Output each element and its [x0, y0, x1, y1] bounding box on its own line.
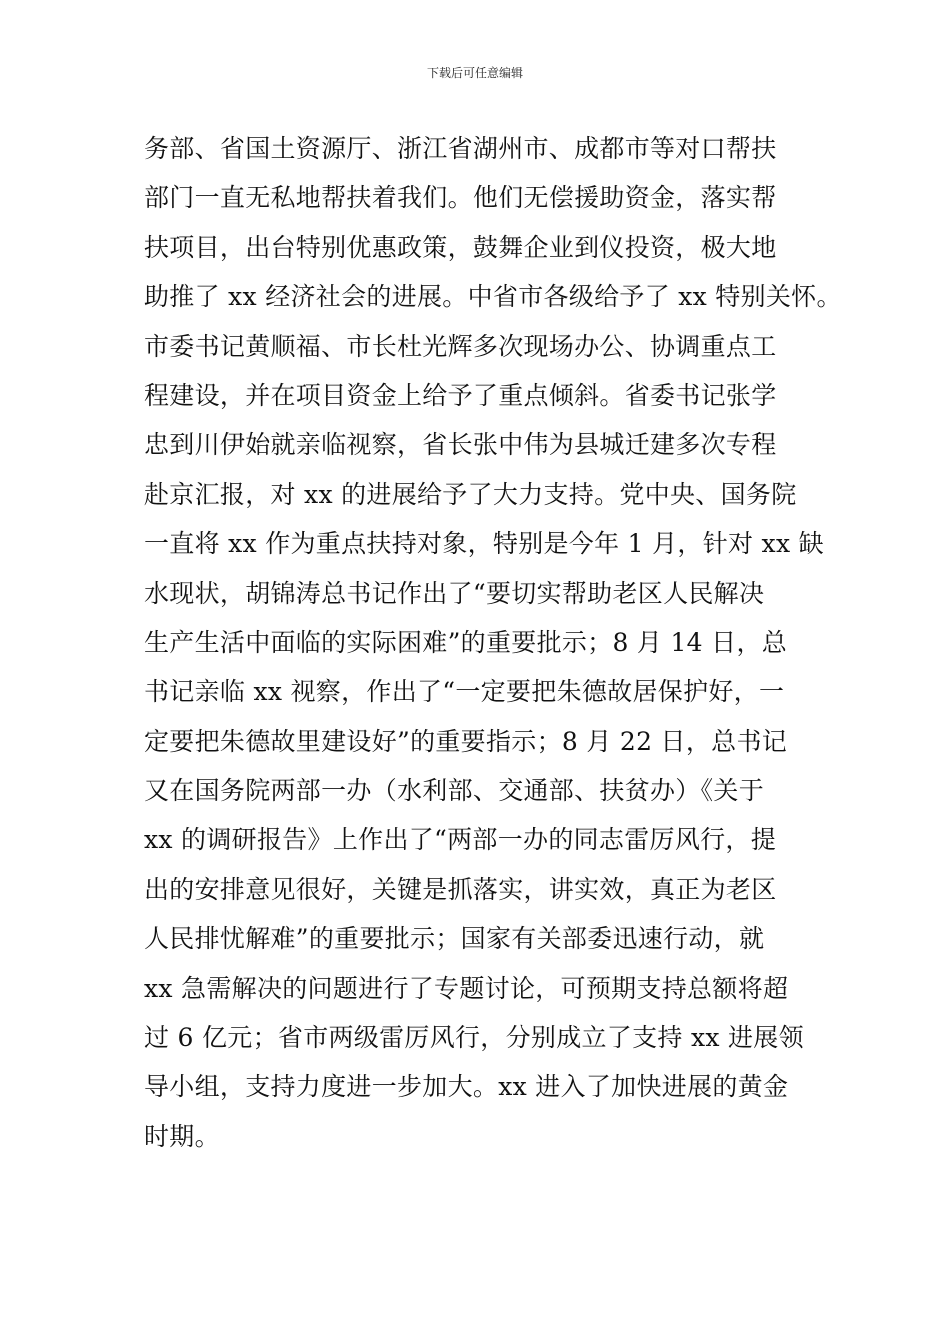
text-line: 忠到川伊始就亲临视察，省长张中伟为县城迁建多次专程: [144, 430, 777, 460]
text-line: 一直将 xx 作为重点扶持对象，特别是今年 1 月，针对 xx 缺: [144, 529, 824, 559]
text-line: 书记亲临 xx 视察，作出了“一定要把朱德故居保护好，一: [144, 677, 785, 707]
text-line: 过 6 亿元；省市两级雷厉风行，分别成立了支持 xx 进展领: [144, 1023, 804, 1053]
text-line: 定要把朱德故里建设好”的重要指示；8 月 22 日，总书记: [144, 726, 788, 756]
text-line: 生产生活中面临的实际困难”的重要批示；8 月 14 日，总: [144, 627, 788, 657]
text-line: xx 急需解决的问题进行了专题讨论，可预期支持总额将超: [144, 973, 789, 1003]
text-line: 人民排忧解难”的重要批示；国家有关部委迅速行动，就: [144, 924, 765, 954]
header-note: 下载后可任意编辑: [426, 66, 523, 80]
text-line: 时期。: [144, 1121, 220, 1151]
text-line: 扶项目，出台特别优惠政策，鼓舞企业到仪投资，极大地: [144, 232, 777, 262]
text-line: xx 的调研报告》上作出了“两部一办的同志雷厉风行，提: [144, 825, 777, 855]
text-line: 水现状，胡锦涛总书记作出了“要切实帮助老区人民解决: [144, 578, 765, 608]
text-line: 助推了 xx 经济社会的进展。中省市各级给予了 xx 特别关怀。: [144, 282, 842, 312]
text-line: 赴京汇报，对 xx 的进展给予了大力支持。党中央、国务院: [144, 479, 797, 509]
text-line: 部门一直无私地帮扶着我们。他们无偿援助资金，落实帮: [144, 183, 777, 213]
text-line: 程建设，并在项目资金上给予了重点倾斜。省委书记张学: [144, 380, 777, 410]
body-paragraph: [144, 124, 842, 1161]
text-line: 务部、省国土资源厅、浙江省湖州市、成都市等对口帮扶: [144, 134, 777, 163]
text-line: 导小组，支持力度进一步加大。xx 进入了加快进展的黄金: [144, 1072, 789, 1102]
text-line: 市委书记黄顺福、市长杜光辉多次现场办公、协调重点工: [144, 331, 777, 361]
text-line: 又在国务院两部一办（水利部、交通部、扶贫办）《关于: [144, 776, 765, 806]
text-line: 出的安排意见很好，关键是抓落实，讲实效，真正为老区: [144, 874, 777, 904]
